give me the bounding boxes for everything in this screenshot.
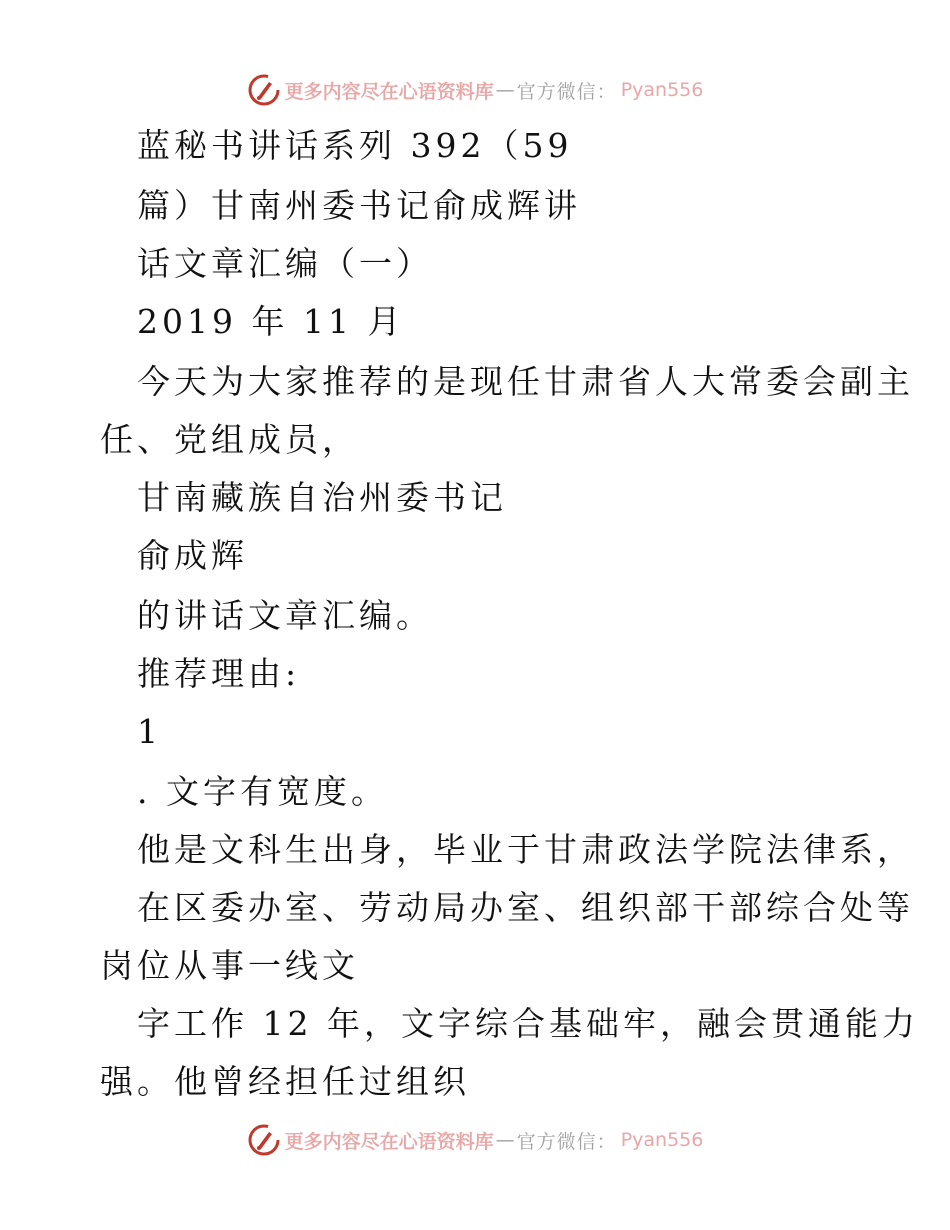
watermark-wechat-label: 官方微信： [516,80,617,103]
text-line: 篇）甘南州委书记俞成辉讲 [137,186,581,225]
text-line: 甘南藏族自治州委书记 [137,478,507,517]
watermark-wechat-label: 官方微信： [516,1130,617,1153]
text-line: 推荐理由: [137,654,301,693]
text-line: 俞成辉 [137,536,248,575]
watermark-banner-top [0,70,950,110]
pen-circle-logo-icon [247,1123,281,1157]
text-line: 岗位从事一线文 [100,946,359,985]
watermark-dash: — [495,79,515,101]
text-line: 2019 年 11 月 [137,302,405,341]
text-line: 话文章汇编（一） [137,244,433,283]
text-line: 今天为大家推荐的是现任甘肃省人大常委会副主 [137,362,914,401]
pen-circle-logo-icon [247,73,281,107]
text-line: 他是文科生出身，毕业于甘肃政法学院法律系， [137,830,914,869]
watermark-lead-text: 更多内容尽在心语资料库 [284,80,494,103]
text-line: 任、党组成员， [100,420,359,459]
text-line: 在区委办室、劳动局办室、组织部干部综合处等 [137,888,914,927]
text-line: 字工作 12 年，文字综合基础牢，融会贯通能力 [137,1004,919,1043]
watermark-lead-text: 更多内容尽在心语资料库 [284,1130,494,1153]
watermark-wechat-id: Pyan556 [620,1129,704,1151]
watermark-wechat-id: Pyan556 [620,79,704,101]
watermark-banner-bottom [0,1120,950,1160]
text-line: 强。他曾经担任过组织 [100,1062,470,1101]
text-line: 蓝秘书讲话系列 392（59 [137,126,573,165]
text-line: . 文字有宽度。 [137,772,388,811]
text-line: 的讲话文章汇编。 [137,596,433,635]
text-line: 1 [137,712,162,751]
watermark-dash: — [495,1129,515,1151]
